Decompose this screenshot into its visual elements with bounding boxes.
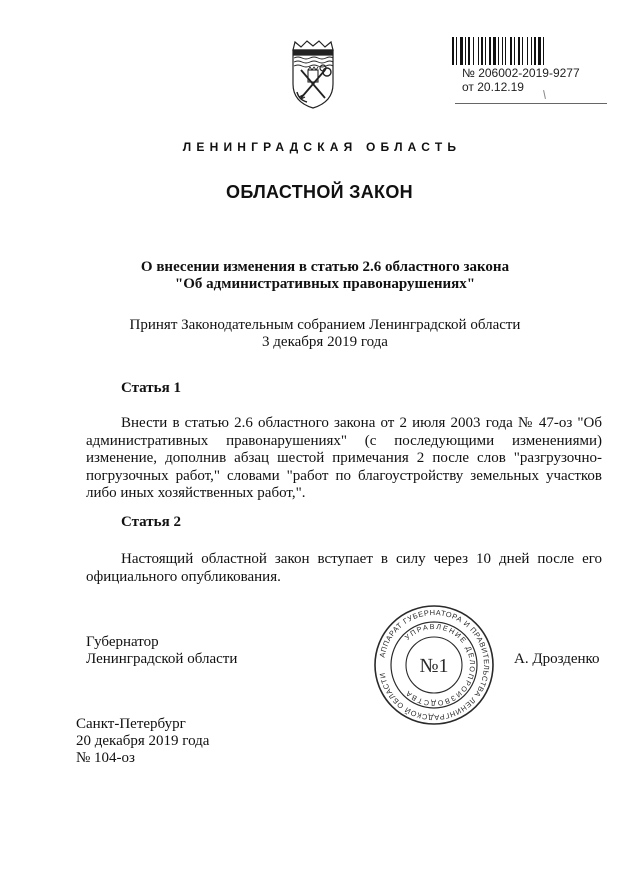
registration-date: от 20.12.19 xyxy=(462,80,524,94)
stamp-number: №1 xyxy=(419,655,449,677)
article-2-text: Настоящий областной закон вступает в силу через 10 дней после его официального опубликования. xyxy=(86,551,602,585)
law-title-line-2: "Об административных правонарушениях" xyxy=(174,276,476,292)
document-type: ОБЛАСТНОЙ ЗАКОН xyxy=(226,182,413,202)
stamp-inner-text: УПРАВЛЕНИЕ ДЕЛОПРОИЗВОДСТВА xyxy=(402,621,478,709)
law-number: № 104-оз xyxy=(76,750,135,766)
signatory-name: А. Дрозденко xyxy=(514,651,600,667)
article-2-heading: Статья 2 xyxy=(121,514,181,530)
article-1-heading: Статья 1 xyxy=(121,380,181,396)
signatory-title-line-2: Ленинградской области xyxy=(86,651,238,667)
adoption-date: 3 декабря 2019 года xyxy=(262,334,388,350)
signatory-title-line-1: Губернатор xyxy=(86,634,159,650)
pen-mark xyxy=(543,90,546,99)
signing-city: Санкт-Петербург xyxy=(76,716,186,732)
adoption-line-1: Принят Законодательным собранием Ленинградской области xyxy=(129,317,521,333)
registration-number: № 206002-2019-9277 xyxy=(462,66,580,80)
law-title-line-1: О внесении изменения в статью 2.6 областного закона xyxy=(140,259,510,275)
stamp-outer-text: АППАРАТ ГУБЕРНАТОРА И ПРАВИТЕЛЬСТВА ЛЕНИНГРАДСКОЙ ОБЛАСТИ xyxy=(377,607,492,723)
signing-date: 20 декабря 2019 года xyxy=(76,733,210,749)
coat-of-arms-icon xyxy=(283,40,343,110)
article-1-text: Внести в статью 2.6 областного закона от 2 июля 2003 года № 47-оз "Об административных правонарушениях" (с последующими изменениями) изменение, дополнив абзац шестой примечания 2 после слов "разгрузочно-погрузочных работ," словами "работ по благоустройству земельных участков либо иных хозяйственных работ,". xyxy=(86,415,602,501)
barcode-icon xyxy=(452,37,586,65)
region-name: ЛЕНИНГРАДСКАЯ ОБЛАСТЬ xyxy=(182,140,462,154)
registration-underline xyxy=(455,103,607,104)
official-stamp xyxy=(372,603,496,727)
